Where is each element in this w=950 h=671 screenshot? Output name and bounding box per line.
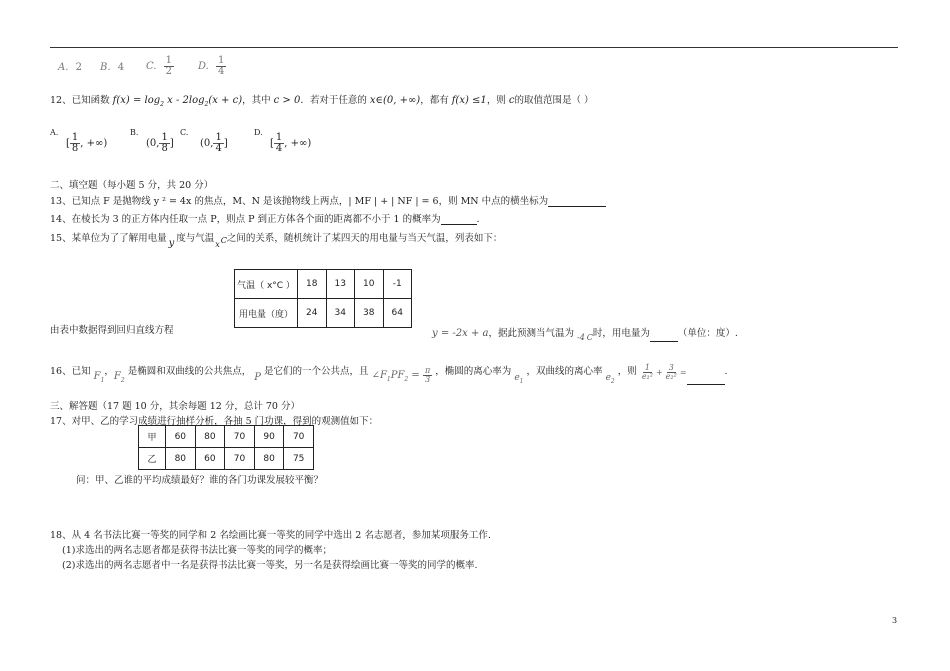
table-row <box>235 299 412 328</box>
header-rule <box>50 47 898 48</box>
option-bracket: ] <box>223 138 228 149</box>
q12-text: ，则 <box>486 95 506 106</box>
q16-expr-fraction-2 <box>664 364 679 381</box>
q12-text: ，都有 <box>420 95 449 106</box>
q16-e2-letter: e <box>605 373 611 383</box>
fraction-denominator: e₂² <box>665 371 677 381</box>
q15-stem <box>50 230 502 249</box>
table-row-header: 甲 <box>139 426 166 448</box>
fraction-numerator: 1 <box>275 132 283 143</box>
q16-text: 是它们的一个公共点，且 <box>264 366 369 377</box>
q12-option-c-label: C. <box>180 128 189 137</box>
fraction-numerator: π <box>425 366 431 375</box>
q17-question: 问：甲、乙谁的平均成绩最好？谁的各门功课发展较平衡？ <box>76 475 324 486</box>
fraction-denominator: 2 <box>165 66 173 77</box>
table-cell: 13 <box>326 270 355 299</box>
fraction-numerator: 1 <box>165 55 173 66</box>
q13 <box>50 193 606 207</box>
q12-option-d-label: D. <box>254 128 263 137</box>
q13-text: 13、已知点 F 是抛物线 y ² = 4x 的焦点，M、N 是该抛物线上两点，| MF | + | NF | = 6，则 MN 中点的横坐标为 <box>50 196 549 207</box>
q15-temperature-unit: C <box>586 333 593 342</box>
q16-f1-letter: F <box>93 371 101 382</box>
q14-text: 14、在棱长为 3 的正方体内任取一点 P，则点 P 到正方体各个面的距离都不小于 1 的概率为 <box>50 214 441 225</box>
option-fraction <box>70 133 80 154</box>
q11-option-b-value: 4 <box>117 62 125 73</box>
q11-option-c-fraction <box>164 56 174 77</box>
q12-func-part: f(x) = log <box>112 95 161 106</box>
option-bracket: (0, <box>146 138 160 149</box>
q16-e1-letter: e <box>514 373 520 383</box>
table-cell: 80 <box>166 448 196 470</box>
q16-point-p: P <box>254 372 262 383</box>
q11-option-d <box>198 56 226 77</box>
table-cell: 64 <box>383 299 412 328</box>
q15-unit-c: C <box>220 236 227 245</box>
q11-option-d-fraction <box>216 56 226 77</box>
fraction-numerator: 1 <box>215 132 222 143</box>
q12-func-mid: x - 2log <box>163 95 205 106</box>
option-bracket: [ <box>66 138 70 149</box>
q16-stem <box>50 363 728 385</box>
option-fraction <box>274 133 284 154</box>
table-cell: 60 <box>166 426 196 448</box>
q12-stem <box>50 92 594 108</box>
table-cell: 38 <box>355 299 384 328</box>
q16-f1-sub: 1 <box>100 377 105 384</box>
option-bracket: , +∞) <box>80 138 108 149</box>
table-cell: 90 <box>254 426 284 448</box>
table-row-header: 气温（ x°C ） <box>235 270 298 299</box>
q12-function <box>113 95 242 106</box>
table-cell: 24 <box>298 299 327 328</box>
option-fraction <box>213 133 223 154</box>
q11-option-c <box>146 56 174 77</box>
q15-temperature: -4 <box>576 333 585 342</box>
q16-text: 是椭圆和双曲线的公共焦点， <box>127 366 252 377</box>
table-cell: 10 <box>355 270 384 299</box>
fraction-denominator: e₁² <box>641 371 653 381</box>
table-cell: 34 <box>326 299 355 328</box>
q15-prediction <box>432 325 738 342</box>
q16-f2-letter: F <box>113 371 121 382</box>
q16-expr-fraction-1 <box>640 364 655 381</box>
q16-e1 <box>514 373 523 383</box>
q12-condition-x: x∈(0, +∞) <box>369 95 421 106</box>
q18-part-2: (2)求选出的两名志愿者中一名是获得书法比赛一等奖，另一名是获得绘画比赛一等奖的同学的概率. <box>62 560 478 571</box>
option-bracket: ] <box>169 138 174 149</box>
q16-angle-part: ∠F <box>371 370 387 381</box>
q11-option-b-label: B. <box>100 62 111 73</box>
q15-text: 15、某单位为了了解用电量 <box>50 233 167 244</box>
fraction-numerator: 1 <box>218 55 225 66</box>
q15-text: 度与气温 <box>176 233 215 244</box>
section-3-title: 三、解答题（17 题 10 分，其余每题 12 分，总计 70 分） <box>50 401 300 412</box>
q12-variable-c: c <box>508 95 515 106</box>
q14-period: ． <box>476 214 487 225</box>
q16-focus-f2 <box>114 371 125 382</box>
q13-answer-blank[interactable] <box>548 197 606 207</box>
fraction-numerator: 1 <box>161 132 168 143</box>
option-bracket: , +∞) <box>284 138 312 149</box>
q16-f2-sub: 2 <box>120 377 125 384</box>
q12-prefix: 12、已知函数 <box>50 95 110 106</box>
q15-variable-y: y <box>168 238 175 249</box>
q16-angle-fraction <box>423 367 432 384</box>
q16-answer-blank[interactable] <box>687 375 725 385</box>
table-cell: 80 <box>254 448 284 470</box>
q16-focus-f1 <box>94 371 105 382</box>
q16-text: ，则 <box>617 366 637 377</box>
table-row <box>139 448 314 470</box>
q12-option-b <box>146 133 174 154</box>
table-row-header: 用电量（度） <box>235 299 298 328</box>
q16-e2-sub: 2 <box>610 377 615 385</box>
table-cell: 18 <box>298 270 327 299</box>
q12-func-tail: (x + c) <box>208 95 243 106</box>
table-row <box>235 270 412 299</box>
q12-option-b-label: B. <box>130 128 139 137</box>
fraction-numerator: 1 <box>71 132 79 143</box>
q16-text: ，双曲线的离心率 <box>526 366 603 377</box>
q18-part-1: (1)求选出的两名志愿者都是获得书法比赛一等奖的同学的概率； <box>62 545 332 556</box>
fraction-denominator: 3 <box>425 375 431 384</box>
q16-text: ，椭圆的离心率为 <box>435 366 512 377</box>
q12-log-base: 2 <box>204 101 209 108</box>
option-bracket: (0, <box>200 138 214 149</box>
fraction-denominator: 4 <box>218 66 225 77</box>
q17-score-table <box>138 425 314 470</box>
q15-text: 时，用电量为 <box>592 328 650 339</box>
page-number: 3 <box>892 616 898 625</box>
q12-option-a-label: A. <box>50 128 59 137</box>
q11-option-a-label: A. <box>58 62 69 73</box>
q14-answer-blank[interactable] <box>441 215 477 225</box>
q15-regression-text: 由表中数据得到回归直线方程 <box>50 325 174 336</box>
q12-text: ．若对于任意的 <box>300 95 367 106</box>
table-row <box>139 426 314 448</box>
q18-stem: 18、从 4 名书法比赛一等奖的同学和 2 名绘画比赛一等奖的同学中选出 2 名志愿者，参加某项服务工作. <box>50 530 491 541</box>
option-fraction <box>159 133 169 154</box>
q16-comma: ， <box>104 366 114 377</box>
fraction-numerator: 3 <box>668 362 674 372</box>
q11-option-b <box>100 62 124 73</box>
q12-condition-f: f(x) ≤1 <box>451 95 487 106</box>
q15-variable-x: x <box>215 240 220 249</box>
q12-option-a <box>66 133 107 154</box>
q16-equals: = <box>679 367 687 377</box>
q12-text: 的取值范围是（ ） <box>514 95 594 106</box>
table-cell: 80 <box>195 426 225 448</box>
q15-data-table <box>234 269 412 328</box>
q11-options <box>58 62 82 73</box>
q12-option-d <box>270 133 311 154</box>
q12-text: ，其中 <box>242 95 271 106</box>
fraction-denominator: 8 <box>71 143 79 154</box>
q16-text: 16、已知 <box>50 366 91 377</box>
fraction-denominator: 4 <box>215 143 222 154</box>
table-cell: 70 <box>225 426 255 448</box>
q15-text: 之间的关系，随机统计了某四天的用电量与当天气温，列表如下： <box>226 233 503 244</box>
q16-period: . <box>724 366 728 377</box>
q16-angle-part: PF <box>390 370 405 381</box>
q15-answer-blank[interactable] <box>650 332 678 342</box>
table-row-header: 乙 <box>139 448 166 470</box>
q11-option-d-label: D. <box>198 61 209 72</box>
table-cell: 70 <box>284 426 314 448</box>
q17-stem: 17、对甲、乙的学习成绩进行抽样分析，各抽 5 门功课，得到的观测值如下： <box>50 416 379 427</box>
q12-log-base: 2 <box>160 101 164 108</box>
q15-text: ，据此预测当气温为 <box>488 328 574 339</box>
q12-condition-c: c > 0 <box>273 95 301 106</box>
q12-option-c <box>200 133 228 154</box>
section-2-title: 二、填空题（每小题 5 分，共 20 分） <box>50 180 214 191</box>
q15-regression-equation: y = -2x + a <box>432 328 489 339</box>
q15-text: （单位：度）. <box>677 328 738 339</box>
q16-angle-eq: = <box>408 370 423 381</box>
table-cell: 75 <box>284 448 314 470</box>
q16-plus: + <box>655 367 663 377</box>
q16-angle-sub: 1 <box>386 376 391 383</box>
q16-e1-sub: 1 <box>519 377 524 385</box>
fraction-numerator: 1 <box>644 362 650 372</box>
q16-angle <box>371 366 433 384</box>
q16-expression <box>640 362 687 381</box>
table-cell: 60 <box>195 448 225 470</box>
option-bracket: [ <box>270 138 274 149</box>
q11-option-c-label: C. <box>146 61 157 72</box>
q14 <box>50 211 486 225</box>
fraction-denominator: 8 <box>161 143 168 154</box>
q11-option-a-value: 2 <box>75 62 82 73</box>
table-cell: 70 <box>225 448 255 470</box>
q16-angle-sub: 2 <box>404 376 409 383</box>
fraction-denominator: 4 <box>275 143 283 154</box>
table-cell: -1 <box>383 270 412 299</box>
q16-e2 <box>606 373 615 383</box>
